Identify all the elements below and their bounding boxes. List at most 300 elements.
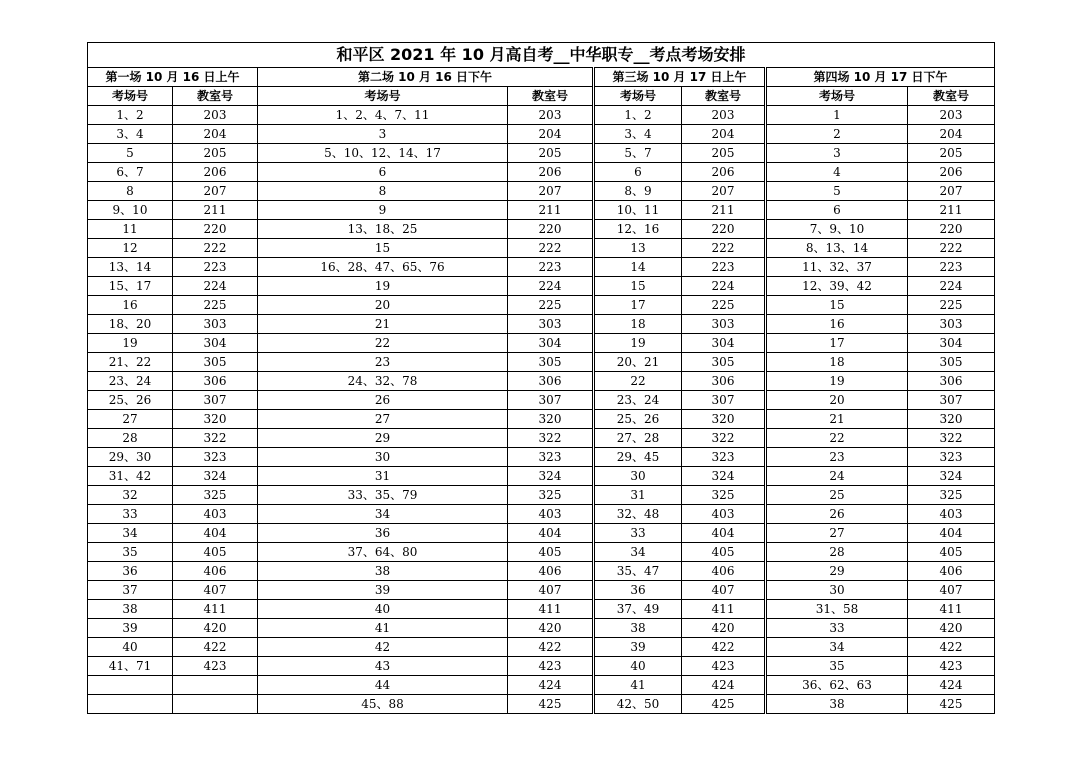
- session-4-exam-room-cell: 12、39、42: [766, 277, 908, 296]
- session-2-classroom-cell: 320: [508, 410, 594, 429]
- session-1-exam-room-cell: 8: [88, 182, 173, 201]
- table-row: [88, 562, 995, 581]
- session-1-classroom-cell: 220: [173, 220, 258, 239]
- session-1-classroom-cell: [173, 695, 258, 714]
- session-4-classroom-cell: 322: [908, 429, 995, 448]
- session-2-exam-room-cell: 33、35、79: [258, 486, 508, 505]
- session-2-exam-room-cell: 26: [258, 391, 508, 410]
- title-row: [88, 43, 995, 68]
- session-3-classroom-cell: 323: [682, 448, 766, 467]
- session-2-exam-room-cell: 20: [258, 296, 508, 315]
- session-2-classroom-cell: 325: [508, 486, 594, 505]
- session-3-classroom-cell: 206: [682, 163, 766, 182]
- session-1-classroom-cell: 222: [173, 239, 258, 258]
- session-2-exam-room-cell: 37、64、80: [258, 543, 508, 562]
- session-2-classroom-cell: 304: [508, 334, 594, 353]
- session-1-exam-room-cell: 19: [88, 334, 173, 353]
- table-row: [88, 334, 995, 353]
- session-3-exam-room-cell: 35、47: [594, 562, 682, 581]
- session-4-exam-room-cell: 26: [766, 505, 908, 524]
- session-1-exam-room-cell: 16: [88, 296, 173, 315]
- session-1-classroom-cell: 406: [173, 562, 258, 581]
- session-2-exam-room-cell: 22: [258, 334, 508, 353]
- session-2-classroom-cell: 220: [508, 220, 594, 239]
- session-2-exam-room-cell: 45、88: [258, 695, 508, 714]
- session-3-classroom-cell: 203: [682, 106, 766, 125]
- table-row: [88, 125, 995, 144]
- session-1-classroom-cell: 322: [173, 429, 258, 448]
- session-3-header: 第三场 10 月 17 日上午: [594, 68, 766, 87]
- session-1-exam-room-cell: 18、20: [88, 315, 173, 334]
- session-1-classroom-cell: 307: [173, 391, 258, 410]
- table-row: [88, 106, 995, 125]
- session-3-classroom-cell: 223: [682, 258, 766, 277]
- session-2-classroom-cell: 403: [508, 505, 594, 524]
- session-1-classroom-cell: 205: [173, 144, 258, 163]
- session-2-classroom-cell: 206: [508, 163, 594, 182]
- session-1-classroom-cell: 325: [173, 486, 258, 505]
- session-3-classroom-header: 教室号: [682, 87, 766, 106]
- table-row: [88, 486, 995, 505]
- session-1-exam-room-cell: 5: [88, 144, 173, 163]
- session-2-classroom-cell: 306: [508, 372, 594, 391]
- session-4-exam-room-cell: 1: [766, 106, 908, 125]
- session-3-classroom-cell: 424: [682, 676, 766, 695]
- session-3-exam-room-cell: 10、11: [594, 201, 682, 220]
- session-3-exam-room-cell: 15: [594, 277, 682, 296]
- session-4-classroom-cell: 222: [908, 239, 995, 258]
- session-2-exam-room-cell: 6: [258, 163, 508, 182]
- session-4-classroom-cell: 407: [908, 581, 995, 600]
- session-2-exam-room-cell: 1、2、4、7、11: [258, 106, 508, 125]
- session-3-classroom-cell: 204: [682, 125, 766, 144]
- session-1-exam-room-cell: 12: [88, 239, 173, 258]
- session-2-exam-room-cell: 3: [258, 125, 508, 144]
- table-row: [88, 657, 995, 676]
- session-4-classroom-header: 教室号: [908, 87, 995, 106]
- session-3-exam-room-cell: 5、7: [594, 144, 682, 163]
- session-4-exam-room-cell: 38: [766, 695, 908, 714]
- session-2-exam-room-cell: 21: [258, 315, 508, 334]
- session-1-exam-room-cell: 21、22: [88, 353, 173, 372]
- table-row: [88, 258, 995, 277]
- session-3-classroom-cell: 407: [682, 581, 766, 600]
- table-row: [88, 467, 995, 486]
- session-2-exam-room-cell: 29: [258, 429, 508, 448]
- session-3-classroom-cell: 320: [682, 410, 766, 429]
- session-4-exam-room-cell: 6: [766, 201, 908, 220]
- title-prefix: 和平区 2021 年 10 月高自考: [336, 45, 554, 64]
- session-1-classroom-cell: 403: [173, 505, 258, 524]
- session-2-exam-room-cell: 43: [258, 657, 508, 676]
- session-3-classroom-cell: 220: [682, 220, 766, 239]
- session-2-classroom-cell: 425: [508, 695, 594, 714]
- session-1-classroom-cell: 405: [173, 543, 258, 562]
- session-1-classroom-cell: 224: [173, 277, 258, 296]
- session-2-exam-room-cell: 38: [258, 562, 508, 581]
- session-2-exam-room-cell: 13、18、25: [258, 220, 508, 239]
- table-row: [88, 695, 995, 714]
- session-3-classroom-cell: 411: [682, 600, 766, 619]
- session-2-classroom-cell: 323: [508, 448, 594, 467]
- session-4-classroom-cell: 404: [908, 524, 995, 543]
- table-row: [88, 638, 995, 657]
- session-2-classroom-cell: 404: [508, 524, 594, 543]
- session-1-classroom-cell: [173, 676, 258, 695]
- session-3-exam-room-cell: 33: [594, 524, 682, 543]
- session-3-exam-room-cell: 25、26: [594, 410, 682, 429]
- table-row: [88, 543, 995, 562]
- session-1-classroom-cell: 404: [173, 524, 258, 543]
- session-4-classroom-cell: 405: [908, 543, 995, 562]
- session-4-exam-room-cell: 36、62、63: [766, 676, 908, 695]
- title-blank-1: __: [553, 45, 570, 64]
- session-2-exam-room-cell: 19: [258, 277, 508, 296]
- session-2-classroom-cell: 423: [508, 657, 594, 676]
- session-1-exam-room-cell: [88, 695, 173, 714]
- session-2-exam-room-cell: 34: [258, 505, 508, 524]
- session-3-classroom-cell: 211: [682, 201, 766, 220]
- session-1-exam-room-cell: 40: [88, 638, 173, 657]
- session-4-exam-room-cell: 24: [766, 467, 908, 486]
- session-2-exam-room-cell: 40: [258, 600, 508, 619]
- table-row: [88, 600, 995, 619]
- session-3-exam-room-cell: 30: [594, 467, 682, 486]
- session-1-classroom-cell: 320: [173, 410, 258, 429]
- session-1-classroom-cell: 420: [173, 619, 258, 638]
- session-4-classroom-cell: 225: [908, 296, 995, 315]
- session-2-classroom-cell: 405: [508, 543, 594, 562]
- session-4-classroom-cell: 420: [908, 619, 995, 638]
- session-1-exam-room-cell: 6、7: [88, 163, 173, 182]
- session-1-exam-room-cell: 27: [88, 410, 173, 429]
- table-row: [88, 581, 995, 600]
- session-1-exam-room-cell: 39: [88, 619, 173, 638]
- session-2-exam-room-cell: 27: [258, 410, 508, 429]
- session-1-exam-room-cell: 11: [88, 220, 173, 239]
- session-4-exam-room-cell: 16: [766, 315, 908, 334]
- session-3-classroom-cell: 304: [682, 334, 766, 353]
- session-2-classroom-cell: 303: [508, 315, 594, 334]
- session-2-exam-room-cell: 23: [258, 353, 508, 372]
- table-row: [88, 410, 995, 429]
- session-4-classroom-cell: 406: [908, 562, 995, 581]
- session-4-exam-room-cell: 21: [766, 410, 908, 429]
- session-4-classroom-cell: 203: [908, 106, 995, 125]
- session-1-exam-room-cell: 37: [88, 581, 173, 600]
- session-4-classroom-cell: 325: [908, 486, 995, 505]
- table-row: [88, 182, 995, 201]
- session-2-classroom-cell: 211: [508, 201, 594, 220]
- session-4-classroom-cell: 423: [908, 657, 995, 676]
- session-2-classroom-cell: 411: [508, 600, 594, 619]
- session-4-classroom-cell: 206: [908, 163, 995, 182]
- table-row: [88, 163, 995, 182]
- session-3-exam-room-cell: 41: [594, 676, 682, 695]
- session-4-exam-room-cell: 23: [766, 448, 908, 467]
- session-4-classroom-cell: 306: [908, 372, 995, 391]
- session-header-row: [88, 68, 995, 87]
- session-4-exam-room-cell: 35: [766, 657, 908, 676]
- session-1-exam-room-cell: 36: [88, 562, 173, 581]
- table-row: [88, 201, 995, 220]
- session-3-exam-room-cell: 22: [594, 372, 682, 391]
- session-3-classroom-cell: 305: [682, 353, 766, 372]
- session-2-classroom-cell: 205: [508, 144, 594, 163]
- session-1-classroom-cell: 203: [173, 106, 258, 125]
- session-2-exam-room-cell: 8: [258, 182, 508, 201]
- session-2-classroom-cell: 305: [508, 353, 594, 372]
- session-2-classroom-cell: 225: [508, 296, 594, 315]
- table-row: [88, 315, 995, 334]
- session-2-classroom-cell: 424: [508, 676, 594, 695]
- session-4-classroom-cell: 307: [908, 391, 995, 410]
- session-4-classroom-cell: 204: [908, 125, 995, 144]
- session-3-classroom-cell: 205: [682, 144, 766, 163]
- session-1-classroom-header: 教室号: [173, 87, 258, 106]
- session-2-classroom-header: 教室号: [508, 87, 594, 106]
- session-1-classroom-cell: 211: [173, 201, 258, 220]
- session-3-exam-room-cell: 36: [594, 581, 682, 600]
- session-3-exam-room-cell: 23、24: [594, 391, 682, 410]
- session-2-classroom-cell: 422: [508, 638, 594, 657]
- session-1-exam-room-cell: 3、4: [88, 125, 173, 144]
- session-2-exam-room-cell: 39: [258, 581, 508, 600]
- session-2-classroom-cell: 322: [508, 429, 594, 448]
- session-4-classroom-cell: 424: [908, 676, 995, 695]
- session-1-classroom-cell: 422: [173, 638, 258, 657]
- session-3-exam-room-cell: 34: [594, 543, 682, 562]
- session-3-classroom-cell: 403: [682, 505, 766, 524]
- session-3-exam-room-cell: 8、9: [594, 182, 682, 201]
- session-2-exam-room-cell: 24、32、78: [258, 372, 508, 391]
- session-1-exam-room-cell: 32: [88, 486, 173, 505]
- table-row: [88, 391, 995, 410]
- session-3-exam-room-cell: 32、48: [594, 505, 682, 524]
- session-3-exam-room-cell: 14: [594, 258, 682, 277]
- session-2-classroom-cell: 224: [508, 277, 594, 296]
- session-4-exam-room-cell: 34: [766, 638, 908, 657]
- session-2-exam-room-cell: 31: [258, 467, 508, 486]
- table-row: [88, 448, 995, 467]
- table-row: [88, 239, 995, 258]
- session-1-classroom-cell: 323: [173, 448, 258, 467]
- session-3-classroom-cell: 306: [682, 372, 766, 391]
- session-3-classroom-cell: 224: [682, 277, 766, 296]
- table-row: [88, 429, 995, 448]
- session-3-classroom-cell: 322: [682, 429, 766, 448]
- table-row: [88, 676, 995, 695]
- session-2-exam-room-cell: 30: [258, 448, 508, 467]
- session-4-classroom-cell: 403: [908, 505, 995, 524]
- table-row: [88, 505, 995, 524]
- session-2-classroom-cell: 223: [508, 258, 594, 277]
- session-3-exam-room-header: 考场号: [594, 87, 682, 106]
- session-4-classroom-cell: 303: [908, 315, 995, 334]
- session-1-exam-room-cell: 1、2: [88, 106, 173, 125]
- session-3-classroom-cell: 207: [682, 182, 766, 201]
- session-2-classroom-cell: 204: [508, 125, 594, 144]
- session-4-exam-room-cell: 7、9、10: [766, 220, 908, 239]
- session-3-exam-room-cell: 13: [594, 239, 682, 258]
- session-4-classroom-cell: 207: [908, 182, 995, 201]
- session-3-exam-room-cell: 27、28: [594, 429, 682, 448]
- session-3-classroom-cell: 420: [682, 619, 766, 638]
- session-2-exam-room-cell: 42: [258, 638, 508, 657]
- table-row: [88, 524, 995, 543]
- session-3-exam-room-cell: 1、2: [594, 106, 682, 125]
- session-4-exam-room-cell: 11、32、37: [766, 258, 908, 277]
- session-4-classroom-cell: 224: [908, 277, 995, 296]
- session-2-exam-room-cell: 15: [258, 239, 508, 258]
- session-1-classroom-cell: 411: [173, 600, 258, 619]
- session-3-classroom-cell: 303: [682, 315, 766, 334]
- session-3-classroom-cell: 222: [682, 239, 766, 258]
- session-1-header: 第一场 10 月 16 日上午: [88, 68, 258, 87]
- session-3-classroom-cell: 324: [682, 467, 766, 486]
- session-3-exam-room-cell: 39: [594, 638, 682, 657]
- session-3-classroom-cell: 325: [682, 486, 766, 505]
- table-row: [88, 372, 995, 391]
- session-1-classroom-cell: 303: [173, 315, 258, 334]
- session-2-classroom-cell: 406: [508, 562, 594, 581]
- session-1-classroom-cell: 423: [173, 657, 258, 676]
- session-1-exam-room-cell: 13、14: [88, 258, 173, 277]
- session-4-exam-room-cell: 3: [766, 144, 908, 163]
- session-4-classroom-cell: 324: [908, 467, 995, 486]
- session-1-exam-room-cell: 41、71: [88, 657, 173, 676]
- session-2-classroom-cell: 407: [508, 581, 594, 600]
- session-3-exam-room-cell: 3、4: [594, 125, 682, 144]
- session-4-exam-room-cell: 22: [766, 429, 908, 448]
- session-4-classroom-cell: 320: [908, 410, 995, 429]
- session-1-classroom-cell: 207: [173, 182, 258, 201]
- session-1-exam-room-cell: 31、42: [88, 467, 173, 486]
- session-4-classroom-cell: 425: [908, 695, 995, 714]
- exam-schedule-table: [87, 42, 995, 714]
- session-4-exam-room-cell: 30: [766, 581, 908, 600]
- session-4-exam-room-cell: 17: [766, 334, 908, 353]
- session-4-exam-room-cell: 4: [766, 163, 908, 182]
- table-row: [88, 277, 995, 296]
- session-2-exam-room-cell: 9: [258, 201, 508, 220]
- title-suffix: 考点考场安排: [649, 45, 746, 64]
- session-4-classroom-cell: 211: [908, 201, 995, 220]
- table-row: [88, 220, 995, 239]
- column-header-row: [88, 87, 995, 106]
- title-blank-2: __: [633, 45, 650, 64]
- session-3-exam-room-cell: 12、16: [594, 220, 682, 239]
- session-1-classroom-cell: 324: [173, 467, 258, 486]
- page-title: [88, 43, 995, 68]
- session-1-exam-room-cell: 28: [88, 429, 173, 448]
- session-3-exam-room-cell: 18: [594, 315, 682, 334]
- session-1-exam-room-cell: 33: [88, 505, 173, 524]
- session-3-classroom-cell: 225: [682, 296, 766, 315]
- session-2-classroom-cell: 207: [508, 182, 594, 201]
- table-row: [88, 353, 995, 372]
- session-3-classroom-cell: 405: [682, 543, 766, 562]
- session-4-exam-room-header: 考场号: [766, 87, 908, 106]
- session-4-exam-room-cell: 28: [766, 543, 908, 562]
- session-4-exam-room-cell: 2: [766, 125, 908, 144]
- session-4-exam-room-cell: 19: [766, 372, 908, 391]
- session-4-exam-room-cell: 20: [766, 391, 908, 410]
- session-2-exam-room-cell: 5、10、12、14、17: [258, 144, 508, 163]
- session-2-exam-room-cell: 36: [258, 524, 508, 543]
- session-1-classroom-cell: 304: [173, 334, 258, 353]
- session-3-classroom-cell: 425: [682, 695, 766, 714]
- session-2-classroom-cell: 203: [508, 106, 594, 125]
- session-3-exam-room-cell: 17: [594, 296, 682, 315]
- session-3-exam-room-cell: 29、45: [594, 448, 682, 467]
- session-3-exam-room-cell: 20、21: [594, 353, 682, 372]
- session-2-exam-room-header: 考场号: [258, 87, 508, 106]
- session-2-classroom-cell: 420: [508, 619, 594, 638]
- session-1-classroom-cell: 206: [173, 163, 258, 182]
- session-4-exam-room-cell: 18: [766, 353, 908, 372]
- session-1-exam-room-cell: 15、17: [88, 277, 173, 296]
- session-1-classroom-cell: 223: [173, 258, 258, 277]
- session-4-exam-room-cell: 31、58: [766, 600, 908, 619]
- session-1-classroom-cell: 305: [173, 353, 258, 372]
- session-2-header: 第二场 10 月 16 日下午: [258, 68, 594, 87]
- session-4-exam-room-cell: 15: [766, 296, 908, 315]
- session-2-exam-room-cell: 41: [258, 619, 508, 638]
- session-4-classroom-cell: 220: [908, 220, 995, 239]
- session-3-classroom-cell: 406: [682, 562, 766, 581]
- session-4-classroom-cell: 304: [908, 334, 995, 353]
- session-1-exam-room-cell: 34: [88, 524, 173, 543]
- title-school: 中华职专: [569, 45, 634, 64]
- session-2-exam-room-cell: 16、28、47、65、76: [258, 258, 508, 277]
- session-1-exam-room-cell: [88, 676, 173, 695]
- session-2-classroom-cell: 222: [508, 239, 594, 258]
- session-4-exam-room-cell: 8、13、14: [766, 239, 908, 258]
- session-1-exam-room-cell: 25、26: [88, 391, 173, 410]
- session-4-exam-room-cell: 27: [766, 524, 908, 543]
- session-3-classroom-cell: 307: [682, 391, 766, 410]
- session-3-exam-room-cell: 40: [594, 657, 682, 676]
- session-1-classroom-cell: 306: [173, 372, 258, 391]
- session-2-classroom-cell: 307: [508, 391, 594, 410]
- session-3-classroom-cell: 404: [682, 524, 766, 543]
- session-4-classroom-cell: 411: [908, 600, 995, 619]
- session-4-classroom-cell: 305: [908, 353, 995, 372]
- session-1-exam-room-cell: 29、30: [88, 448, 173, 467]
- session-1-exam-room-cell: 23、24: [88, 372, 173, 391]
- session-3-exam-room-cell: 42、50: [594, 695, 682, 714]
- session-3-exam-room-cell: 37、49: [594, 600, 682, 619]
- session-1-exam-room-cell: 38: [88, 600, 173, 619]
- session-3-exam-room-cell: 31: [594, 486, 682, 505]
- session-1-exam-room-cell: 9、10: [88, 201, 173, 220]
- session-3-classroom-cell: 422: [682, 638, 766, 657]
- session-4-classroom-cell: 323: [908, 448, 995, 467]
- session-1-exam-room-header: 考场号: [88, 87, 173, 106]
- table-row: [88, 296, 995, 315]
- session-4-exam-room-cell: 29: [766, 562, 908, 581]
- session-3-exam-room-cell: 19: [594, 334, 682, 353]
- session-4-header: 第四场 10 月 17 日下午: [766, 68, 995, 87]
- table-row: [88, 144, 995, 163]
- session-1-exam-room-cell: 35: [88, 543, 173, 562]
- session-3-exam-room-cell: 38: [594, 619, 682, 638]
- session-4-classroom-cell: 223: [908, 258, 995, 277]
- session-4-exam-room-cell: 25: [766, 486, 908, 505]
- session-4-exam-room-cell: 33: [766, 619, 908, 638]
- session-1-classroom-cell: 225: [173, 296, 258, 315]
